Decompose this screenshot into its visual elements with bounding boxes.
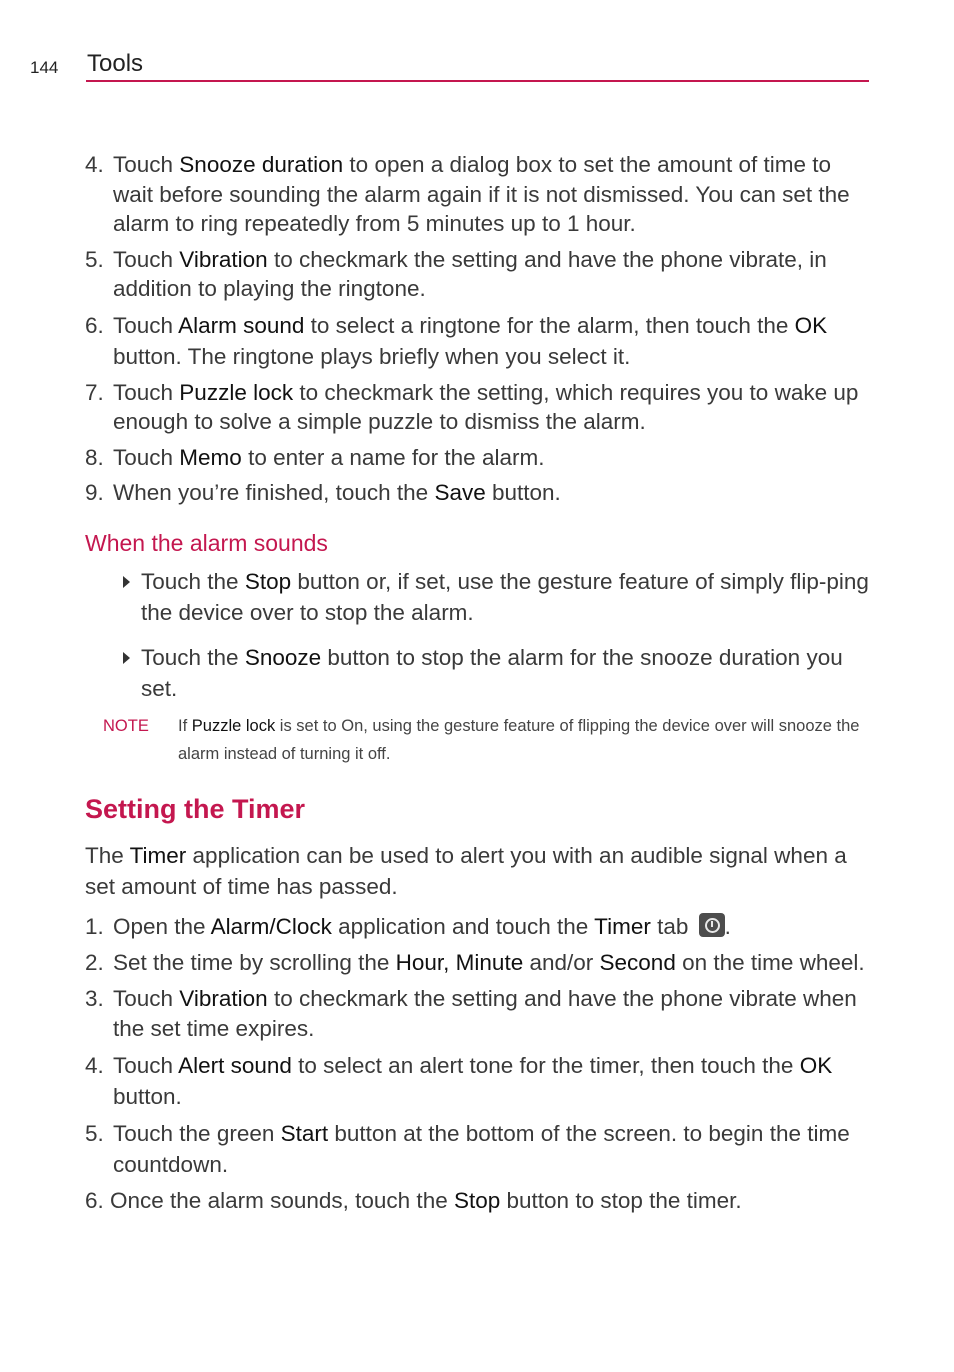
step-text: button at the bottom of the screen. to begin the time countdown. xyxy=(113,1120,850,1177)
ui-term: Vibration xyxy=(179,985,268,1011)
step-text: When you’re finished, touch the xyxy=(113,480,435,505)
ui-term: Puzzle lock xyxy=(179,379,294,405)
intro-text: application can be used to alert you with an audible signal when a set amount of time has passed. xyxy=(85,842,847,899)
step-text: tab xyxy=(650,913,689,939)
intro-text: The xyxy=(85,842,130,868)
list-item xyxy=(85,478,875,508)
step-text: to select a ringtone for the alarm, then touch the xyxy=(304,312,795,338)
list-item xyxy=(85,1186,875,1216)
timer-steps-list xyxy=(85,912,875,1216)
list-item xyxy=(85,378,875,437)
list-item xyxy=(85,642,875,704)
ui-term: Memo xyxy=(179,444,242,470)
step-number: 3. xyxy=(85,985,104,1011)
step-text: Touch xyxy=(113,246,180,272)
bullet-text: button to stop the alarm for the snooze duration you set. xyxy=(141,644,843,701)
ui-term: Vibration xyxy=(179,246,268,272)
step-text: . xyxy=(724,913,731,939)
note-text: is set to On, using the gesture feature of flipping the device over will snooze the alarm instead of turning it off. xyxy=(178,716,860,763)
ui-term: OK xyxy=(799,1052,833,1078)
step-number: 5. xyxy=(85,1120,104,1146)
step-number: 2. xyxy=(85,949,104,975)
step-number: 6. xyxy=(85,1187,104,1213)
ui-term: Snooze xyxy=(244,644,322,670)
step-text: Touch xyxy=(113,985,180,1011)
alarm-sounds-heading: When the alarm sounds xyxy=(85,529,328,556)
step-text: Set the time by scrolling the xyxy=(113,949,396,975)
ui-term: Timer xyxy=(594,913,651,939)
ui-term: Second xyxy=(599,949,676,975)
bullet-text: button or, if set, use the gesture feature of simply flip-ping the device over to stop the alarm. xyxy=(141,568,869,625)
timer-intro xyxy=(85,840,875,902)
list-item xyxy=(85,245,875,304)
ui-term: Alarm sound xyxy=(178,312,305,338)
step-text: button. xyxy=(485,480,561,505)
list-item xyxy=(85,912,875,942)
step-number: 4. xyxy=(85,152,104,177)
timer-tab-icon xyxy=(699,913,725,937)
list-item xyxy=(85,310,875,372)
ui-term: Save xyxy=(434,480,486,505)
step-text: Touch the green xyxy=(113,1120,281,1146)
step-number: 6. xyxy=(85,312,104,338)
ui-term: Snooze duration xyxy=(179,152,344,177)
step-number: 5. xyxy=(85,246,104,272)
timer-heading: Setting the Timer xyxy=(85,793,306,824)
bullet-text: Touch the xyxy=(141,568,245,594)
alarm-steps-list xyxy=(85,150,875,508)
step-text: Open the xyxy=(113,913,211,939)
ui-term: OK xyxy=(794,312,828,338)
alarm-bullets-list xyxy=(85,566,875,704)
main-content xyxy=(85,150,875,1222)
step-number: 9. xyxy=(85,480,104,505)
step-text: Touch xyxy=(113,444,180,470)
step-text: button. The ringtone plays briefly when you select it. xyxy=(113,343,631,369)
step-text: Touch xyxy=(113,379,180,405)
list-item xyxy=(85,566,875,628)
step-text: application and touch the xyxy=(331,913,595,939)
step-text: button to stop the timer. xyxy=(500,1187,742,1213)
step-text: to open a dialog box to set the amount of time to wait before sounding the alarm again if it is not dismissed. You can set the alarm to ring repeatedly from 5 minutes up to 1 hour. xyxy=(113,152,850,236)
ui-term: Start xyxy=(280,1120,329,1146)
note-label: NOTE xyxy=(103,716,149,735)
bullet-text: Touch the xyxy=(141,644,245,670)
step-text: Touch xyxy=(113,152,180,177)
bullet-arrow-icon xyxy=(123,576,130,588)
step-text: to checkmark the setting and have the phone vibrate, in addition to playing the ringtone. xyxy=(113,246,827,301)
ui-term: Alert sound xyxy=(178,1052,292,1078)
ui-term: Timer xyxy=(129,842,187,868)
step-text: to checkmark the setting and have the phone vibrate when the set time expires. xyxy=(113,985,857,1041)
ui-term: Alarm/Clock xyxy=(210,913,332,939)
ui-term: Hour, Minute xyxy=(395,949,524,975)
list-item xyxy=(85,1118,875,1180)
step-text: to select an alert tone for the timer, then touch the xyxy=(291,1052,800,1078)
step-number: 4. xyxy=(85,1052,104,1078)
note-box xyxy=(85,712,875,768)
ui-term: Stop xyxy=(453,1187,501,1213)
section-title: Tools xyxy=(87,50,144,77)
list-item xyxy=(85,1050,875,1112)
ui-term: Puzzle lock xyxy=(191,716,276,735)
step-text: button. xyxy=(113,1083,182,1109)
note-text: If xyxy=(178,716,192,735)
step-text: on the time wheel. xyxy=(675,949,865,975)
step-text: Once the alarm sounds, touch the xyxy=(103,1187,454,1213)
list-item xyxy=(85,443,875,473)
step-text: Touch xyxy=(113,312,179,338)
list-item xyxy=(85,948,875,978)
step-text: Touch xyxy=(113,1052,179,1078)
list-item xyxy=(85,984,875,1044)
header-rule xyxy=(86,80,869,82)
step-number: 1. xyxy=(85,913,104,939)
ui-term: Stop xyxy=(244,568,292,594)
step-text: to enter a name for the alarm. xyxy=(241,444,545,470)
step-number: 7. xyxy=(85,379,104,405)
list-item xyxy=(85,150,875,239)
step-text: and/or xyxy=(523,949,600,975)
bullet-arrow-icon xyxy=(123,652,130,664)
page-number: 144 xyxy=(30,58,59,77)
step-text: to checkmark the setting, which requires you to wake up enough to solve a simple puzzle to dismiss the alarm. xyxy=(113,379,859,434)
step-number: 8. xyxy=(85,444,104,470)
